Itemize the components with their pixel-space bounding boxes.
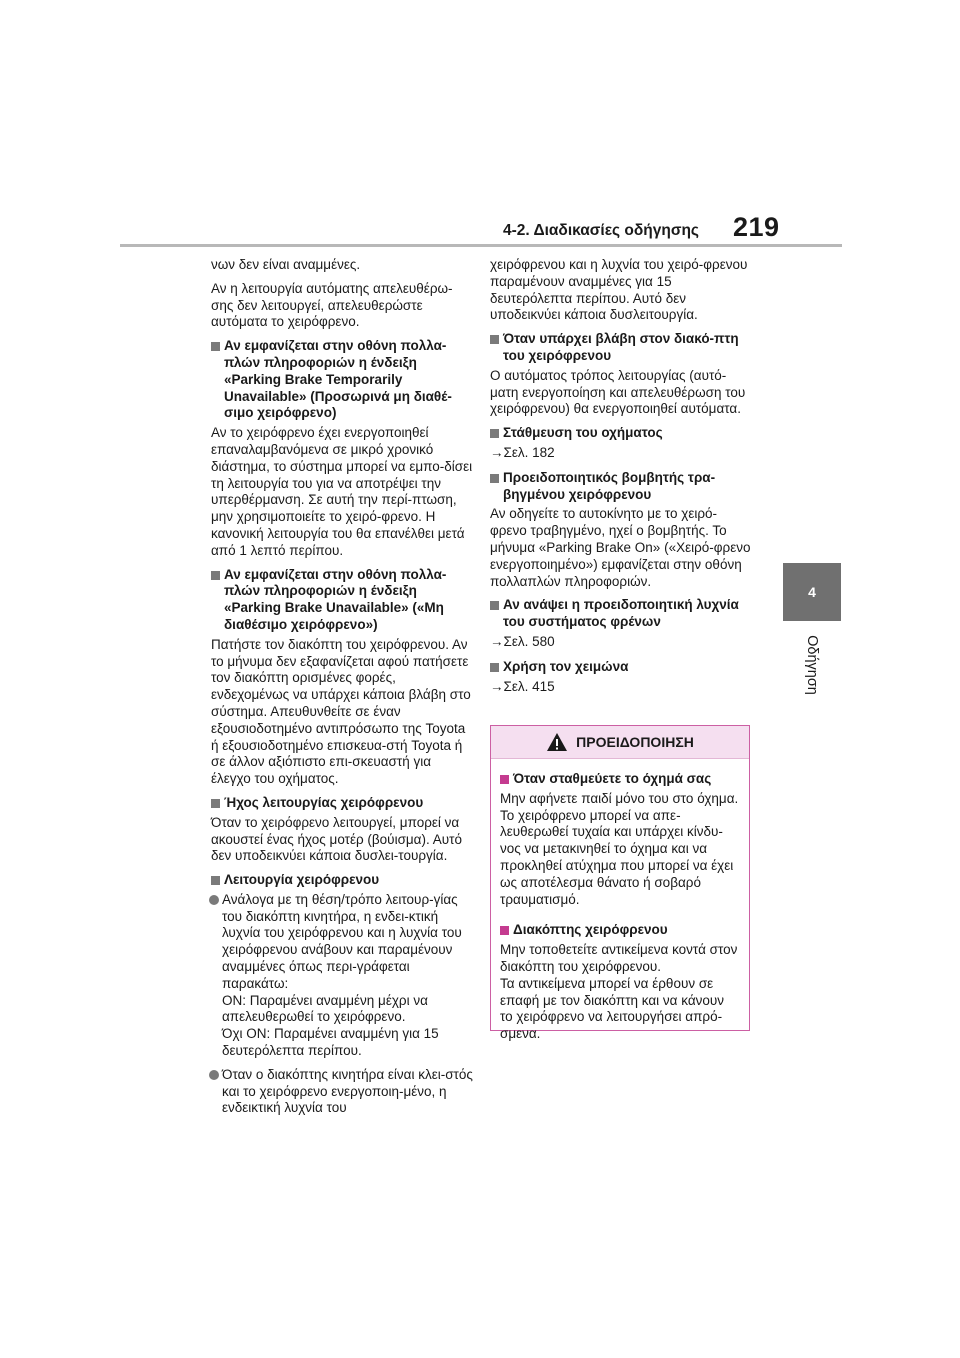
paragraph: Μην αφήνετε παιδί μόνο του στο όχημα. Το χειρόφρενο μπορεί να απε-λευθερωθεί τυχαία και υπάρχει κίνδυ-νος να μετακινηθεί το όχημα και να προκληθεί ατύχημα που μπορεί να έχει ως αποτέλεσμα θάνατο ή σοβαρό τραυματισμό.	[500, 790, 739, 907]
header-divider	[120, 244, 842, 247]
page-reference: →Σελ. 415	[490, 678, 555, 694]
note-heading: Όταν υπάρχει βλάβη στον διακό-πτη του χειρόφρενου	[490, 331, 752, 365]
warning-body	[491, 759, 749, 1043]
page-number: 219	[733, 212, 780, 242]
warning-header	[491, 726, 749, 759]
round-bullet-icon	[209, 895, 219, 905]
square-bullet-icon	[490, 335, 499, 344]
paragraph: Τα αντικείμενα μπορεί να έρθουν σε επαφή με τον διακόπτη και να κάνουν το χειρόφρενο να λειτουργήσει απρό-σμενα.	[500, 975, 725, 1042]
paragraph: Αν οδηγείτε το αυτοκίνητο με το χειρό-φρενο τραβηγμένο, ηχεί ο βομβητής. Το μήνυμα «Parking Brake On» («Χειρό-φρενο ενεργοποιημένο») εμφανίζεται στην οθόνη πολλαπλών πληροφοριών.	[490, 506, 751, 589]
chapter-label: Οδήγηση	[804, 635, 820, 695]
warning-box	[490, 725, 750, 1042]
right-column	[490, 257, 752, 703]
section-title: 4-2. Διαδικασίες οδήγησης	[503, 222, 699, 239]
square-bullet-icon	[500, 775, 509, 784]
paragraph: νων δεν είναι αναμμένες.	[211, 257, 361, 272]
square-bullet-icon	[211, 342, 220, 351]
warning-title: ΠΡΟΕΙΔΟΠΟΙΗΣΗ	[576, 734, 694, 750]
page-reference: →Σελ. 182	[490, 444, 555, 460]
note-heading: Στάθμευση του οχήματος	[490, 425, 752, 442]
page-reference: →Σελ. 580	[490, 633, 555, 649]
note-heading: Αν εμφανίζεται στην οθόνη πολλα-πλών πληροφοριών η ένδειξη «Parking Brake Unavailable» («Μη διαθέσιμο χειρόφρενο»)	[211, 567, 473, 634]
note-heading: Χρήση τον χειμώνα	[490, 659, 752, 676]
list-item: Ανάλογα με τη θέση/τρόπο λειτουρ-γίας του διακόπτη κινητήρα, η ενδει-κτική λυχνία του χειρόφρενου και η λυχνία του χειρόφρενου ανάβουν και παραμένουν αναμμένες όπως περι-γράφεται παρακάτω: ON: Παραμένει αναμμένη μέχρι να απελευθερωθεί το χειρόφρενο. Όχι ON: Παραμένει αναμμένη για 15 δευτερόλεπτα περίπου.	[211, 892, 473, 1060]
square-bullet-icon	[490, 474, 499, 483]
warning-icon	[546, 732, 568, 752]
square-bullet-icon	[211, 571, 220, 580]
paragraph: Όταν το χειρόφρενο λειτουργεί, μπορεί να ακουστεί ένας ήχος μοτέρ (βούισμα). Αυτό δεν υποδεικνύει κάποια δυσλει-τουργία.	[211, 814, 462, 864]
note-heading: Λειτουργία χειρόφρενου	[211, 872, 473, 889]
paragraph: Αν το χειρόφρενο έχει ενεργοποιηθεί επαναλαμβανόμενα σε μικρό χρονικό διάστημα, το σύστημα μπορεί να εμπο-δίσει τη λειτουργία του για να αποτρέψει την υπερθέρμανση. Σε αυτή την περί-πτωση, μην χρησιμοποιείτε το χειρό-φρενο. Η κανονική λειτουργία του θα επανέλθει μετά από 1 λεπτό περίπου.	[211, 425, 473, 558]
paragraph: χειρόφρενου και η λυχνία του χειρό-φρενου παραμένουν αναμμένες για 15 δευτερόλεπτα περίπου. Αυτό δεν υποδεικνύει κάποια δυσλειτουργία.	[490, 257, 748, 323]
note-heading: Αν εμφανίζεται στην οθόνη πολλα-πλών πληροφοριών η ένδειξη «Parking Brake Temporarily Unavailable» (Προσωρινά μη διαθέ-σιμο χειρόφρενο)	[211, 338, 473, 422]
note-heading: Όταν σταθμεύετε το όχημά σας	[500, 771, 740, 788]
square-bullet-icon	[500, 926, 509, 935]
round-bullet-icon	[209, 1070, 219, 1080]
square-bullet-icon	[211, 799, 220, 808]
chapter-tab: 4	[783, 563, 841, 621]
note-heading: Διακόπτης χειρόφρενου	[500, 922, 740, 939]
square-bullet-icon	[490, 663, 499, 672]
square-bullet-icon	[490, 601, 499, 610]
paragraph: Αν η λειτουργία αυτόματης απελευθέρω-σης δεν λειτουργεί, απελευθερώστε αυτόματα το χειρόφρενο.	[211, 280, 453, 330]
paragraph: Πατήστε τον διακόπτη του χειρόφρενου. Αν το μήνυμα δεν εξαφανίζεται αφού πατήσετε τον διακόπτη ορισμένες φορές, ενδεχομένως να υπάρχει κάποια βλάβη στο σύστημα. Απευθυνθείτε σε έναν εξουσιοδοτημένο αντιπρόσωπο της Toyota ή εξουσιοδοτημένο επισκευα-στή Toyota ή σε άλλον αξιόπιστο επι-σκευαστή για έλεγχο του οχήματος.	[211, 636, 471, 787]
paragraph: Μην τοποθετείτε αντικείμενα κοντά στον διακόπτη του χειρόφρενου.	[500, 942, 738, 974]
square-bullet-icon	[490, 429, 499, 438]
square-bullet-icon	[211, 876, 220, 885]
note-heading: Ήχος λειτουργίας χειρόφρενου	[211, 795, 473, 812]
note-heading: Προειδοποιητικός βομβητής τρα-βηγμένου χειρόφρενου	[490, 470, 752, 504]
left-column	[211, 257, 473, 1124]
note-heading: Αν ανάψει η προειδοποιητική λυχνία του συστήματος φρένων	[490, 597, 752, 631]
list-item: Όταν ο διακόπτης κινητήρα είναι κλει-στός και το χειρόφρενο ενεργοποιη-μένο, η ενδεικτική λυχνία του	[211, 1067, 473, 1117]
paragraph: Ο αυτόματος τρόπος λειτουργίας (αυτό-ματη ενεργοποίηση και απελευθέρωση του χειρόφρενου) θα ενεργοποιηθεί αυτόματα.	[490, 367, 746, 417]
